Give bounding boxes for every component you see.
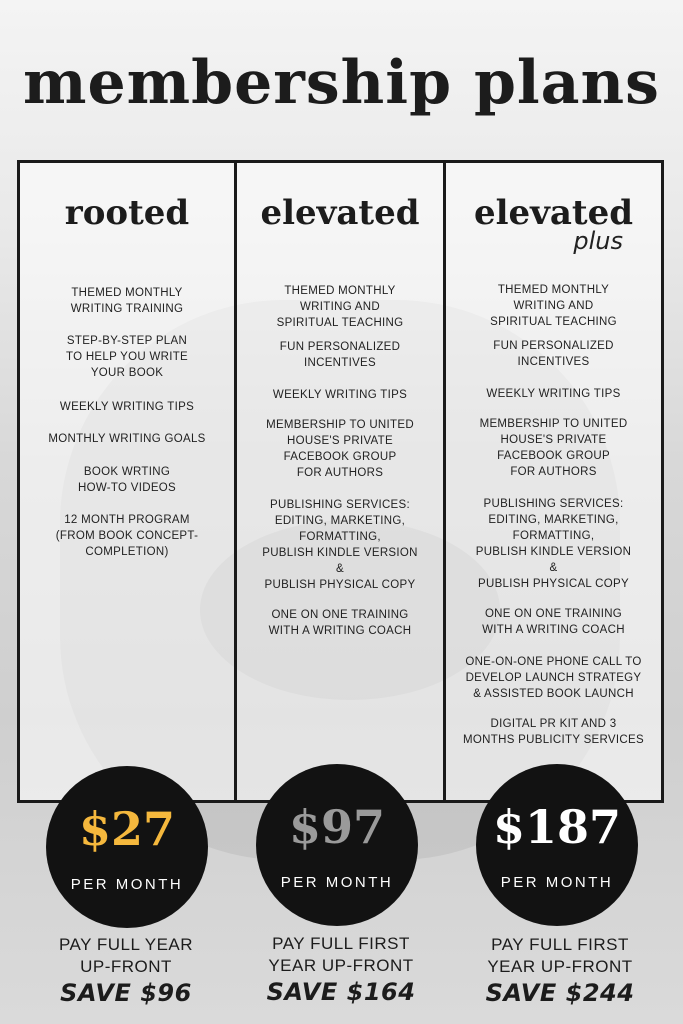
plan-feature: THEMED MONTHLY WRITING AND SPIRITUAL TEACHING <box>276 285 404 329</box>
plan-feature: WEEKLY WRITING TIPS <box>486 388 621 400</box>
plan-feature: FUN PERSONALIZED INCENTIVES <box>279 341 401 369</box>
plan-feature: ONE ON ONE TRAINING WITH A WRITING COACH <box>268 609 412 637</box>
plan-feature: THEMED MONTHLY WRITING AND SPIRITUAL TEACHING <box>490 284 617 328</box>
plan-feature: ONE-ON-ONE PHONE CALL TO DEVELOP LAUNCH STRATEGY & ASSISTED BOOK LAUNCH <box>465 656 642 700</box>
plan-feature: FUN PERSONALIZED INCENTIVES <box>493 340 614 368</box>
plan-feature: PUBLISHING SERVICES: EDITING, MARKETING, FORMATTING, PUBLISH KINDLE VERSION & PUBLISH PHYSICAL COPY <box>262 499 418 591</box>
price: $187 <box>492 800 622 854</box>
plan-name: rooted <box>64 193 190 233</box>
payoff-text: PAY FULL FIRST YEAR UP-FRONT <box>268 934 414 975</box>
plan-name: elevated <box>260 193 420 233</box>
plans-table <box>17 160 664 803</box>
page-title: membership plans <box>23 48 660 118</box>
payoff-text: PAY FULL YEAR UP-FRONT <box>58 935 194 976</box>
plan-feature: MEMBERSHIP TO UNITED HOUSE'S PRIVATE FACEBOOK GROUP FOR AUTHORS <box>266 419 414 479</box>
plan-feature: WEEKLY WRITING TIPS <box>59 401 195 413</box>
plan-subname: plus <box>573 227 623 255</box>
price: $27 <box>78 802 176 856</box>
payoff-elevated-plus <box>460 934 660 1008</box>
per-month-label: PER MONTH <box>70 876 184 893</box>
per-month-label: PER MONTH <box>280 874 394 891</box>
plan-feature: ONE ON ONE TRAINING WITH A WRITING COACH <box>482 608 625 636</box>
plan-feature: STEP-BY-STEP PLAN TO HELP YOU WRITE YOUR BOOK <box>65 335 189 379</box>
price: $97 <box>288 800 386 854</box>
plan-column-rooted <box>17 160 237 803</box>
plan-feature: PUBLISHING SERVICES: EDITING, MARKETING, FORMATTING, PUBLISH KINDLE VERSION & PUBLISH PHYSICAL COPY <box>475 498 632 590</box>
save-amount: SAVE $164 <box>266 978 416 1006</box>
save-amount: SAVE $244 <box>485 979 635 1007</box>
plan-feature: MEMBERSHIP TO UNITED HOUSE'S PRIVATE FACEBOOK GROUP FOR AUTHORS <box>479 418 628 478</box>
plan-feature: 12 MONTH PROGRAM (FROM BOOK CONCEPT- COMPLETION) <box>55 514 199 558</box>
plan-feature: WEEKLY WRITING TIPS <box>272 389 408 401</box>
plan-feature: DIGITAL PR KIT AND 3 MONTHS PUBLICITY SERVICES <box>463 718 644 746</box>
save-amount: SAVE $96 <box>60 979 192 1007</box>
plan-column-elevated-plus <box>443 160 664 803</box>
plan-name: elevated <box>473 193 634 233</box>
plan-column-elevated <box>234 160 446 803</box>
plan-feature: BOOK WRTING HOW-TO VIDEOS <box>77 466 177 494</box>
plan-feature: THEMED MONTHLY WRITING TRAINING <box>70 287 184 315</box>
price-circle-rooted <box>46 766 208 928</box>
payoff-text: PAY FULL FIRST YEAR UP-FRONT <box>487 935 633 976</box>
price-circle-elevated <box>256 764 418 926</box>
plan-feature: MONTHLY WRITING GOALS <box>48 433 206 445</box>
price-circle-elevated-plus <box>476 764 638 926</box>
payoff-rooted <box>26 934 226 1008</box>
payoff-elevated <box>241 933 441 1007</box>
per-month-label: PER MONTH <box>500 874 614 891</box>
